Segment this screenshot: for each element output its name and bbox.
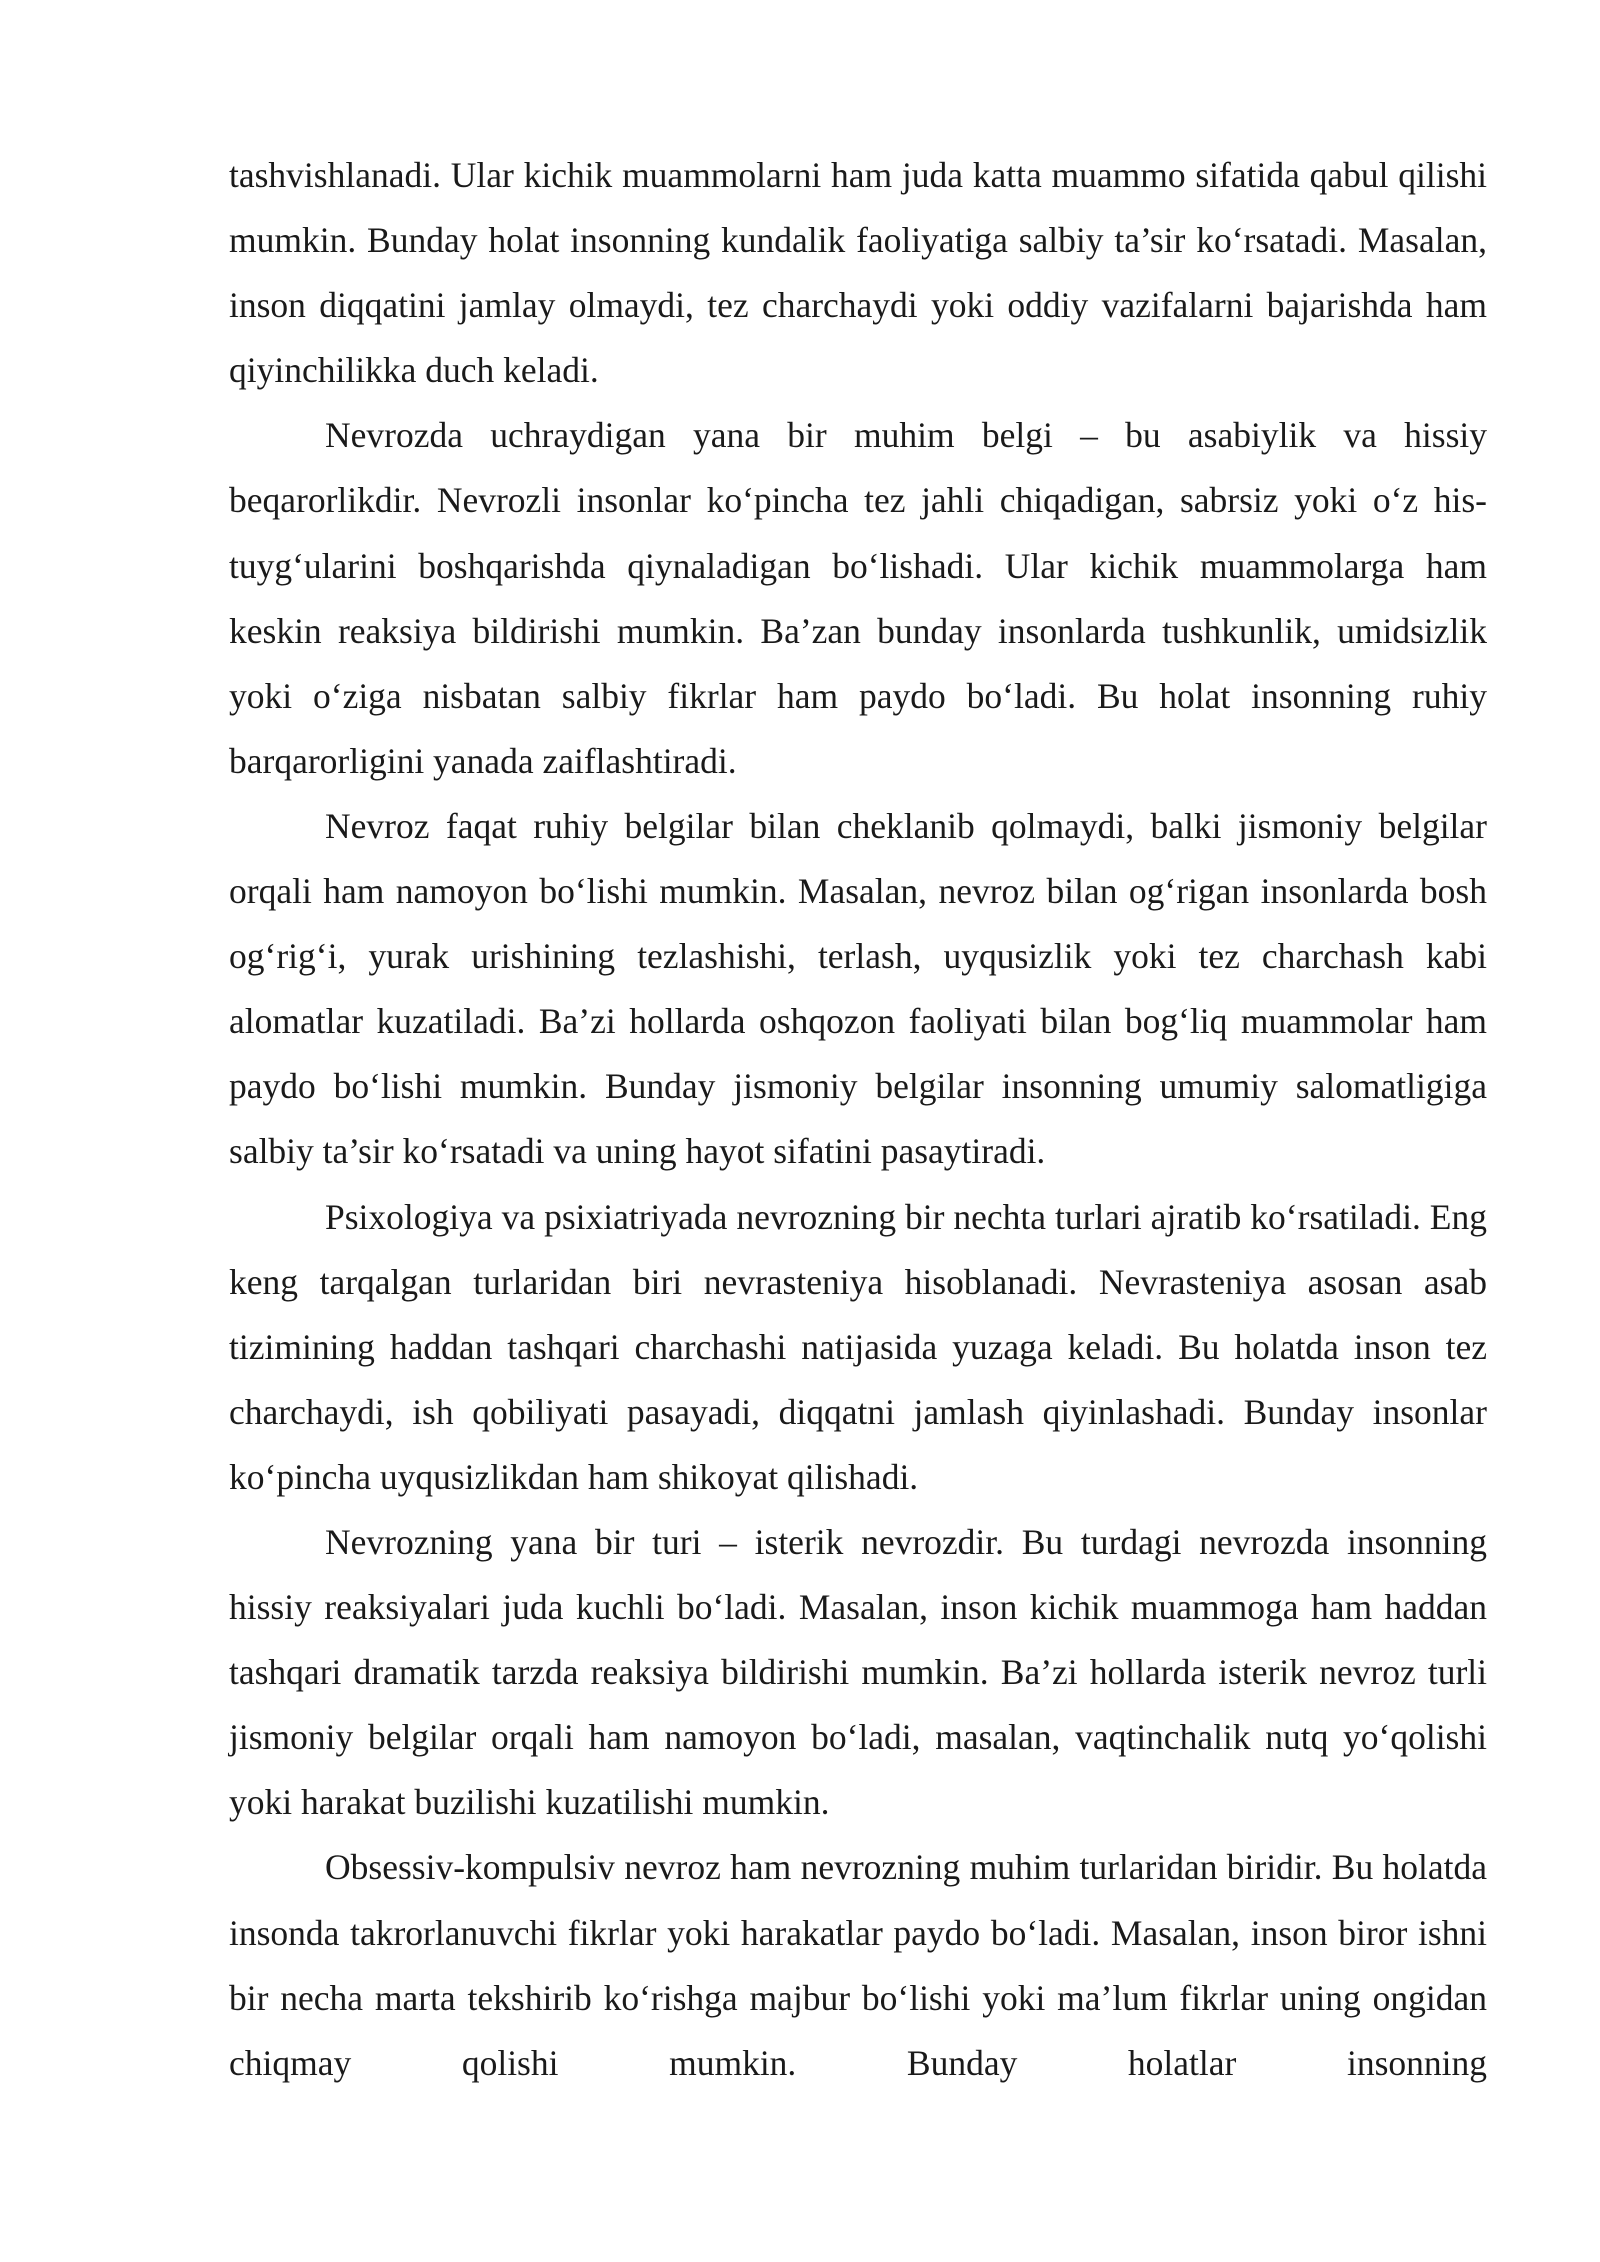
paragraph-5: Nevrozning yana bir turi – isterik nevrozdir. Bu turdagi nevrozda insonning hissiy reaksiyalari juda kuchli bo‘ladi. Masalan, inson kichik muammoga ham haddan tashqari dramatik tarzda reaksiya bildirishi mumkin. Ba’zi hollarda isterik nevroz turli jismoniy belgilar orqali ham namoyon bo‘ladi, masalan, vaqtinchalik nutq yo‘qolishi yoki harakat buzilishi kuzatilishi mumkin. [229, 1521, 1487, 1823]
paragraph-6: Obsessiv-kompulsiv nevroz ham nevrozning muhim turlaridan biridir. Bu holatda insonda takrorlanuvchi fikrlar yoki harakatlar paydo bo‘ladi. Masalan, inson biror ishni bir necha marta tekshirib ko‘rishga majbur bo‘lishi yoki ma’lum fikrlar uning ongidan chiqmay qolishi mumkin. Bunday holatlar insonning [229, 1847, 1487, 2083]
paragraph-1: tashvishlanadi. Ular kichik muammolarni ham juda katta muammo sifatida qabul qilishi mumkin. Bunday holat insonning kundalik faoliyatiga salbiy ta’sir ko‘rsatadi. Masalan, inson diqqatini jamlay olmaydi, tez charchaydi yoki oddiy vazifalarni bajarishda ham qiyinchilikka duch keladi. [229, 155, 1487, 391]
document-page [229, 143, 1487, 2096]
paragraph-2: Nevrozda uchraydigan yana bir muhim belgi – bu asabiylik va hissiy beqarorlikdir. Nevrozli insonlar ko‘pincha tez jahli chiqadigan, sabrsiz yoki o‘z his-tuyg‘ularini boshqarishda qiynaladigan bo‘lishadi. Ular kichik muammolarga ham keskin reaksiya bildirishi mumkin. Ba’zan bunday insonlarda tushkunlik, umidsizlik yoki o‘ziga nisbatan salbiy fikrlar ham paydo bo‘ladi. Bu holat insonning ruhiy barqarorligini yanada zaiflashtiradi. [229, 415, 1487, 781]
paragraph-3: Nevroz faqat ruhiy belgilar bilan cheklanib qolmaydi, balki jismoniy belgilar orqali ham namoyon bo‘lishi mumkin. Masalan, nevroz bilan og‘rigan insonlarda bosh og‘rig‘i, yurak urishining tezlashishi, terlash, uyqusizlik yoki tez charchash kabi alomatlar kuzatiladi. Ba’zi hollarda oshqozon faoliyati bilan bog‘liq muammolar ham paydo bo‘lishi mumkin. Bunday jismoniy belgilar insonning umumiy salomatligiga salbiy ta’sir ko‘rsatadi va uning hayot sifatini pasaytiradi. [229, 805, 1487, 1172]
paragraph-4: Psixologiya va psixiatriyada nevrozning bir nechta turlari ajratib ko‘rsatiladi. Eng keng tarqalgan turlaridan biri nevrasteniya hisoblanadi. Nevrasteniya asosan asab tizimining haddan tashqari charchashi natijasida yuzaga keladi. Bu holatda inson tez charchaydi, ish qobiliyati pasayadi, diqqatni jamlash qiyinlashadi. Bunday insonlar ko‘pincha uyqusizlikdan ham shikoyat qilishadi. [229, 1196, 1487, 1497]
